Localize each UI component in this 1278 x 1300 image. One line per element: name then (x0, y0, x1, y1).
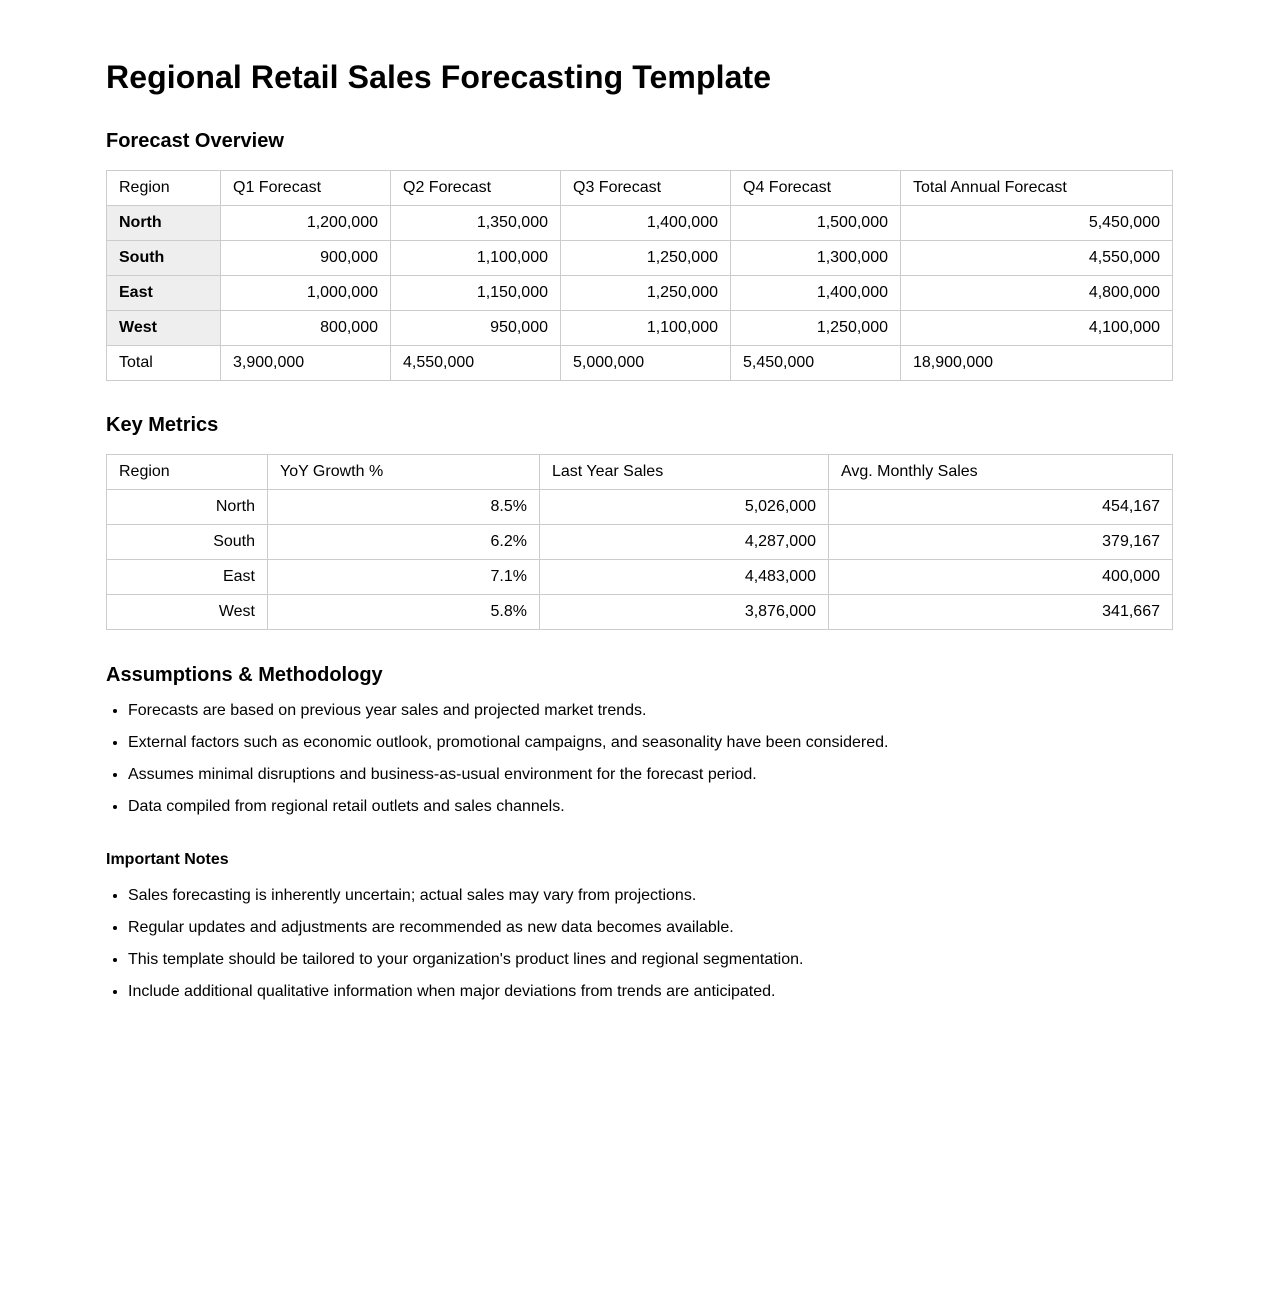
table-cell: 8.5% (268, 490, 540, 525)
list-item: • Assumes minimal disruptions and business-as-usual environment for the forecast period. (128, 765, 1172, 785)
table-cell: 5.8% (268, 595, 540, 630)
table-row (107, 206, 1173, 241)
table-cell: 5,450,000 (901, 206, 1173, 241)
table-cell: 800,000 (221, 311, 391, 346)
table-header-row (107, 171, 1173, 206)
total-cell: 3,900,000 (221, 346, 391, 381)
column-header: Last Year Sales (540, 455, 829, 490)
list-item: • This template should be tailored to your organization's product lines and regional segmentation. (128, 950, 1172, 970)
column-header: Avg. Monthly Sales (829, 455, 1173, 490)
list-item: • Include additional qualitative information when major deviations from trends are anticipated. (128, 982, 1172, 1002)
table-total-row (107, 346, 1173, 381)
row-header: North (107, 206, 221, 241)
table-cell: 4,100,000 (901, 311, 1173, 346)
assumptions-list (106, 701, 1172, 817)
page-title: Regional Retail Sales Forecasting Template (106, 59, 772, 95)
total-cell: 5,000,000 (561, 346, 731, 381)
list-item: • Forecasts are based on previous year sales and projected market trends. (128, 701, 1172, 721)
table-row (107, 276, 1173, 311)
list-item: • Data compiled from regional retail outlets and sales channels. (128, 797, 1172, 817)
table-cell: 1,000,000 (221, 276, 391, 311)
table-cell: 4,287,000 (540, 525, 829, 560)
row-header: North (107, 490, 268, 525)
forecast-overview-heading: Forecast Overview (106, 130, 284, 153)
table-cell: 1,200,000 (221, 206, 391, 241)
column-header: Q4 Forecast (731, 171, 901, 206)
column-header: Q3 Forecast (561, 171, 731, 206)
table-cell: 1,400,000 (561, 206, 731, 241)
table-cell: 341,667 (829, 595, 1173, 630)
table-cell: 400,000 (829, 560, 1173, 595)
table-cell: 1,250,000 (731, 311, 901, 346)
total-cell: 4,550,000 (391, 346, 561, 381)
table-cell: 379,167 (829, 525, 1173, 560)
table-cell: 1,250,000 (561, 241, 731, 276)
forecast-overview-table (106, 170, 1173, 381)
table-row (107, 311, 1173, 346)
list-item: • Sales forecasting is inherently uncertain; actual sales may vary from projections. (128, 886, 1172, 906)
table-cell: 1,300,000 (731, 241, 901, 276)
row-header: East (107, 276, 221, 311)
table-cell: 1,150,000 (391, 276, 561, 311)
table-cell: 4,550,000 (901, 241, 1173, 276)
table-cell: 1,500,000 (731, 206, 901, 241)
notes-list (106, 886, 1172, 1002)
key-metrics-heading: Key Metrics (106, 414, 219, 437)
assumptions-heading: Assumptions & Methodology (106, 664, 383, 687)
table-cell: 1,350,000 (391, 206, 561, 241)
table-cell: 1,100,000 (391, 241, 561, 276)
table-cell: 5,026,000 (540, 490, 829, 525)
list-item: • External factors such as economic outlook, promotional campaigns, and seasonality have been considered. (128, 733, 1172, 753)
table-cell: 4,800,000 (901, 276, 1173, 311)
table-row (107, 241, 1173, 276)
row-header: South (107, 525, 268, 560)
table-row (107, 560, 1173, 595)
column-header: Total Annual Forecast (901, 171, 1173, 206)
table-cell: 1,250,000 (561, 276, 731, 311)
list-item: • Regular updates and adjustments are recommended as new data becomes available. (128, 918, 1172, 938)
table-cell: 1,400,000 (731, 276, 901, 311)
column-header: YoY Growth % (268, 455, 540, 490)
table-cell: 900,000 (221, 241, 391, 276)
total-cell: 5,450,000 (731, 346, 901, 381)
table-cell: 4,483,000 (540, 560, 829, 595)
column-header: Q2 Forecast (391, 171, 561, 206)
column-header: Region (107, 455, 268, 490)
row-header: South (107, 241, 221, 276)
column-header: Region (107, 171, 221, 206)
table-cell: 7.1% (268, 560, 540, 595)
table-row (107, 595, 1173, 630)
row-header: West (107, 595, 268, 630)
table-row (107, 525, 1173, 560)
row-header: East (107, 560, 268, 595)
table-cell: 454,167 (829, 490, 1173, 525)
total-label: Total (107, 346, 221, 381)
table-row (107, 490, 1173, 525)
column-header: Q1 Forecast (221, 171, 391, 206)
total-cell: 18,900,000 (901, 346, 1173, 381)
key-metrics-table (106, 454, 1173, 630)
row-header: West (107, 311, 221, 346)
table-header-row (107, 455, 1173, 490)
table-cell: 1,100,000 (561, 311, 731, 346)
table-cell: 6.2% (268, 525, 540, 560)
table-cell: 950,000 (391, 311, 561, 346)
table-cell: 3,876,000 (540, 595, 829, 630)
important-notes-heading: Important Notes (106, 851, 229, 869)
